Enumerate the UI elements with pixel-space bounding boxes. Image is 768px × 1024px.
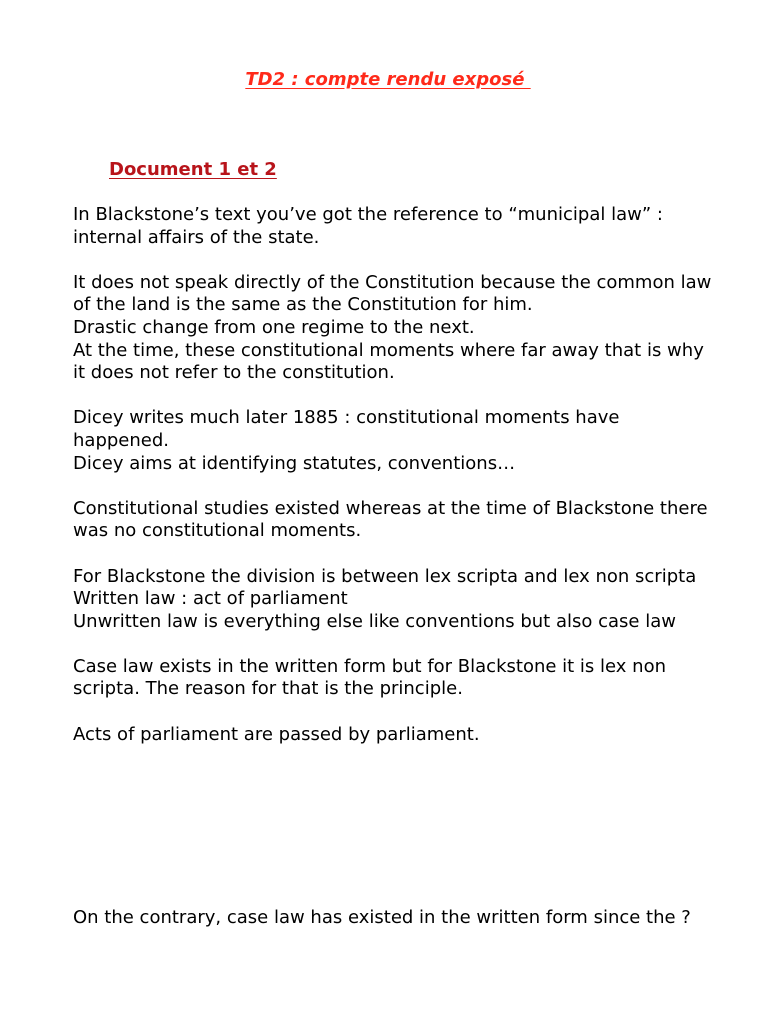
paragraph: Acts of parliament are passed by parliament. xyxy=(73,723,480,745)
paragraph: Case law exists in the written form but for Blackstone it is lex non scripta. The reason for that is the principle. xyxy=(73,655,666,700)
paragraph: On the contrary, case law has existed in the written form since the ? xyxy=(73,907,691,928)
paragraph: Unwritten law is everything else like conventions but also case law xyxy=(73,610,676,632)
final-paragraph-block xyxy=(73,907,713,930)
paragraph: Constitutional studies existed whereas at the time of Blackstone there was no constitutional moments. xyxy=(73,497,708,542)
paragraph: In Blackstone’s text you’ve got the reference to “municipal law” : internal affairs of the state. xyxy=(73,204,663,248)
paragraph: Dicey aims at identifying statutes, conventions… xyxy=(73,452,516,474)
paragraph: Dicey writes much later 1885 : constitutional moments have happened. xyxy=(73,407,620,451)
paragraph: At the time, these constitutional moments where far away that is why it does not refer to the constitution. xyxy=(73,339,704,384)
document-body xyxy=(73,204,713,746)
section-heading: Document 1 et 2 xyxy=(109,159,277,180)
paragraph: Drastic change from one regime to the next. xyxy=(73,316,475,338)
paragraph: It does not speak directly of the Constitution because the common law of the land is the same as the Constitution for him. xyxy=(73,271,712,316)
document-title: TD2 : compte rendu exposé xyxy=(245,69,531,90)
paragraph: Written law : act of parliament xyxy=(73,588,348,610)
paragraph: For Blackstone the division is between lex scripta and lex non scripta xyxy=(73,565,697,587)
